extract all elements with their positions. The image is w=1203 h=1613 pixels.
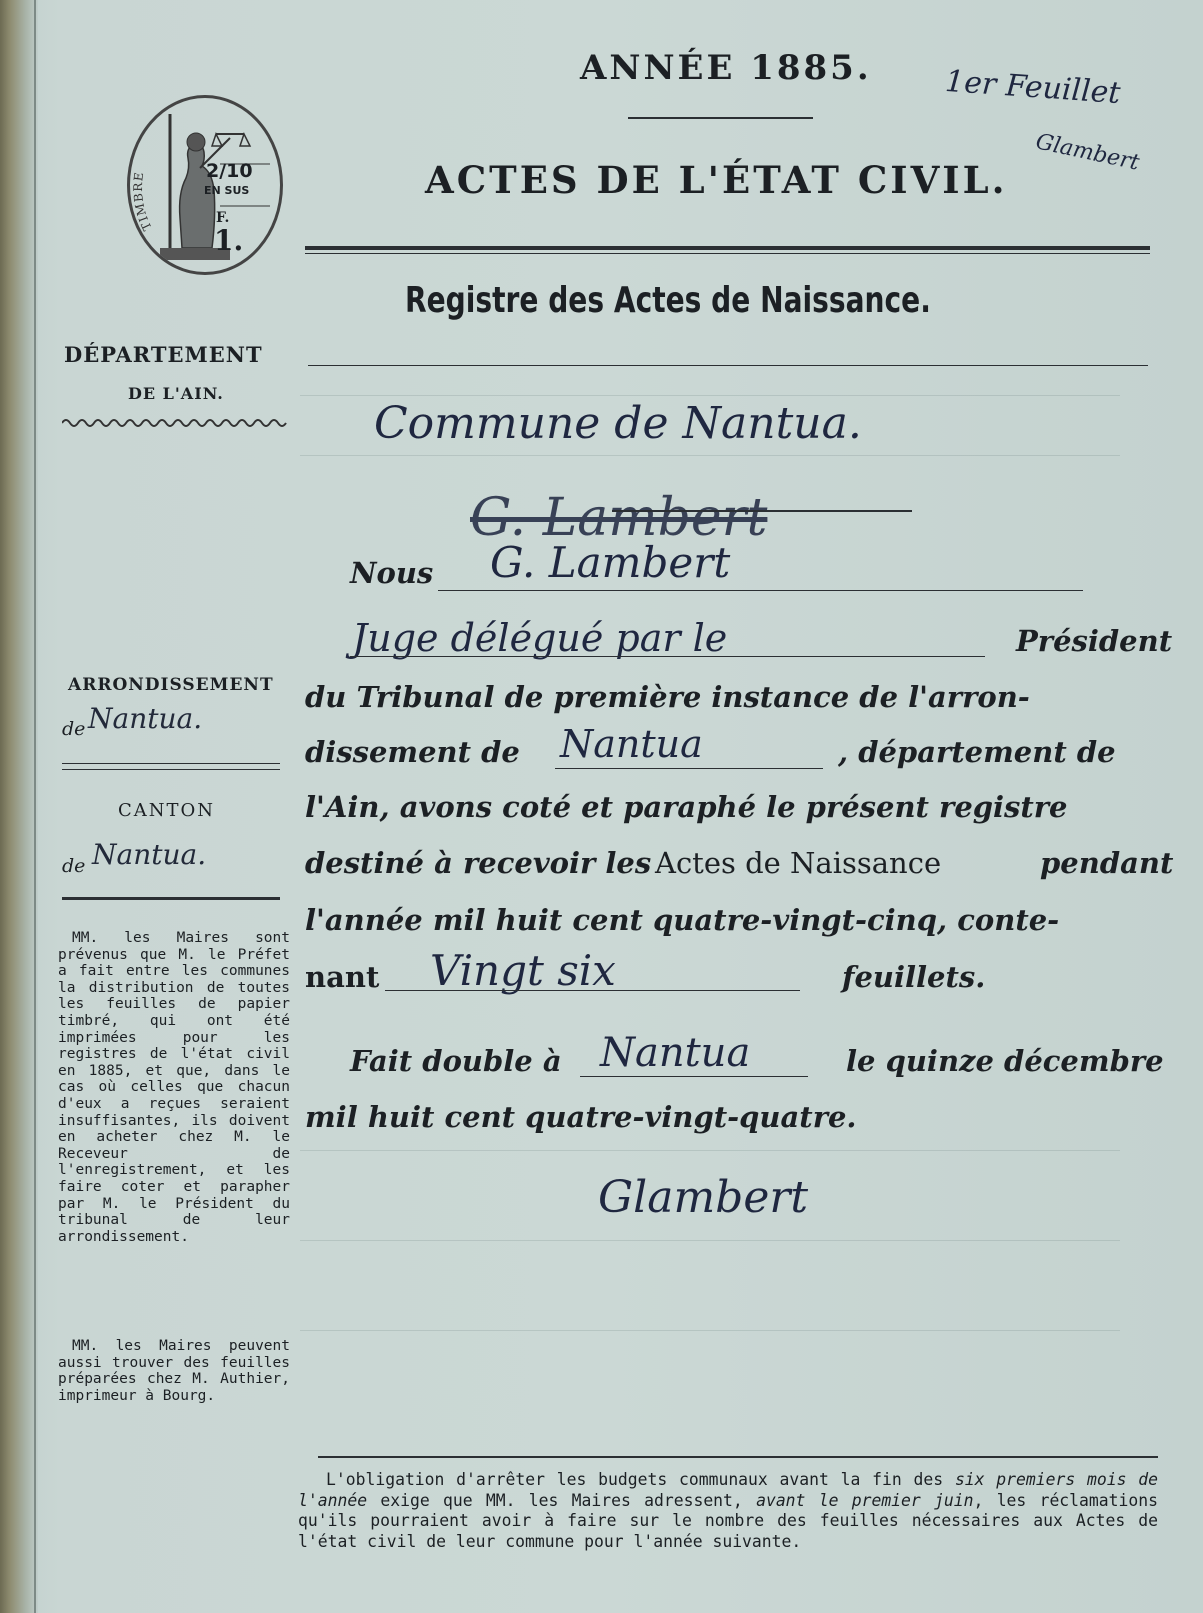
crossed-out-name: G. Lambert: [470, 488, 768, 548]
arrondissement-rule-2: [62, 769, 280, 770]
departement-label: DÉPARTEMENT: [64, 342, 263, 367]
line8-blank: [580, 1076, 808, 1077]
binding-line: [34, 0, 36, 1613]
arrondissement-de: de: [62, 718, 86, 740]
nous-label: Nous: [350, 556, 434, 590]
text-line-5b: Actes de Naissance: [655, 846, 942, 880]
name-blank-line: [438, 590, 1083, 591]
text-line-5a: destiné à recevoir les: [305, 846, 652, 880]
tax-stamp: [127, 95, 283, 275]
svg-text:TIMBRE: [131, 171, 155, 233]
notice-mayors-printer: MM. les Maires peuvent aussi trouver des feuilles préparées chez M. Authier, imprimeur à Bourg.: [58, 1338, 290, 1404]
text-line-3b: , département de: [838, 735, 1116, 769]
text-line-9: mil huit cent quatre-vingt-quatre.: [305, 1100, 857, 1134]
text-line-5c: pendant: [1040, 846, 1174, 880]
juge-blank-line: [350, 656, 985, 657]
magistrate-name-handwritten: G. Lambert: [490, 538, 731, 587]
notice-mayors-stamped-paper: MM. les Maires sont prévenus que M. le Préfet a fait entre les communes la distribution de toutes les feuilles de papier timbré, qui ont été imprimées pour les registres de l'état civil en 1885, et que, dans le cas où celles que chacun d'eux a reçues seraient insuffisantes, ils doivent en acheter chez M. le Receveur de l'enregistrement, et les faire coter et parapher par M. le Président du tribunal de leur arrondissement.: [58, 930, 290, 1245]
title-rule-thin: [305, 253, 1150, 254]
bleed-line: [300, 455, 1120, 456]
text-line-8a: Fait double à: [350, 1044, 562, 1078]
commune-handwritten: Commune de Nantua.: [374, 398, 862, 449]
arrondissement-rule: [62, 763, 280, 764]
bleed-line: [300, 395, 1120, 396]
initials-handwritten: Glambert: [1033, 129, 1142, 176]
arrondissement-name-handwritten: Nantua: [560, 722, 703, 766]
place-handwritten: Nantua: [600, 1030, 751, 1076]
signature: Glambert: [598, 1172, 809, 1223]
strike-line: [612, 510, 912, 512]
text-line-6: l'année mil huit cent quatre-vingt-cinq, conte-: [305, 903, 1060, 937]
stamp-price: 2/10: [206, 160, 253, 182]
wavy-divider: [62, 418, 290, 428]
bleed-line: [300, 1150, 1120, 1151]
year-rule: [628, 117, 813, 119]
president-word: Président: [1016, 624, 1173, 658]
canton-de: de: [62, 855, 86, 877]
page-title: ACTES DE L'ÉTAT CIVIL.: [425, 158, 1008, 202]
register-subtitle: Registre des Actes de Naissance.: [405, 280, 931, 321]
subtitle-rule: [308, 365, 1148, 366]
text-line-7a: nant: [305, 960, 380, 994]
line7-blank: [385, 990, 800, 991]
page-binding: [0, 0, 38, 1613]
year-heading: ANNÉE 1885.: [580, 48, 872, 88]
arrondissement-label: ARRONDISSEMENT: [68, 675, 274, 695]
stamp-en-sus: EN SUS: [204, 184, 250, 197]
bleed-line: [300, 1330, 1120, 1331]
stamp-arc-text: TIMBRE: [131, 170, 155, 233]
text-line-8b: le quinze décembre: [846, 1044, 1164, 1078]
line3-blank: [555, 768, 823, 769]
text-line-7b: feuillets.: [842, 960, 986, 994]
text-line-3a: dissement de: [305, 735, 520, 769]
footer-note: L'obligation d'arrêter les budgets communaux avant la fin des six premiers mois de l'année exige que MM. les Maires adressent, avant le premier juin, les réclamations qu'ils pourraient avoir à faire sur le nombre des feuilles nécessaires aux Actes de l'état civil de leur commune pour l'année suivante.: [298, 1470, 1158, 1551]
canton-rule: [62, 897, 280, 900]
text-line-4: l'Ain, avons coté et paraphé le présent registre: [305, 790, 1068, 824]
title-rule-thick: [305, 246, 1150, 250]
juge-handwritten: Juge délégué par le: [352, 616, 728, 660]
footer-rule: [318, 1456, 1158, 1458]
sheet-note-handwritten: 1er Feuillet: [943, 63, 1122, 112]
sheet-count-handwritten: Vingt six: [430, 946, 616, 995]
arrondissement-handwritten: Nantua.: [88, 702, 203, 735]
departement-value: DE L'AIN.: [128, 384, 224, 403]
bleed-line: [300, 1240, 1120, 1241]
stamp-franc-value: 1.: [214, 224, 244, 257]
canton-label: CANTON: [118, 800, 216, 821]
canton-handwritten: Nantua.: [92, 838, 207, 871]
text-line-2: du Tribunal de première instance de l'arron-: [305, 680, 1030, 714]
stamp-franc-label: F.: [216, 210, 230, 226]
